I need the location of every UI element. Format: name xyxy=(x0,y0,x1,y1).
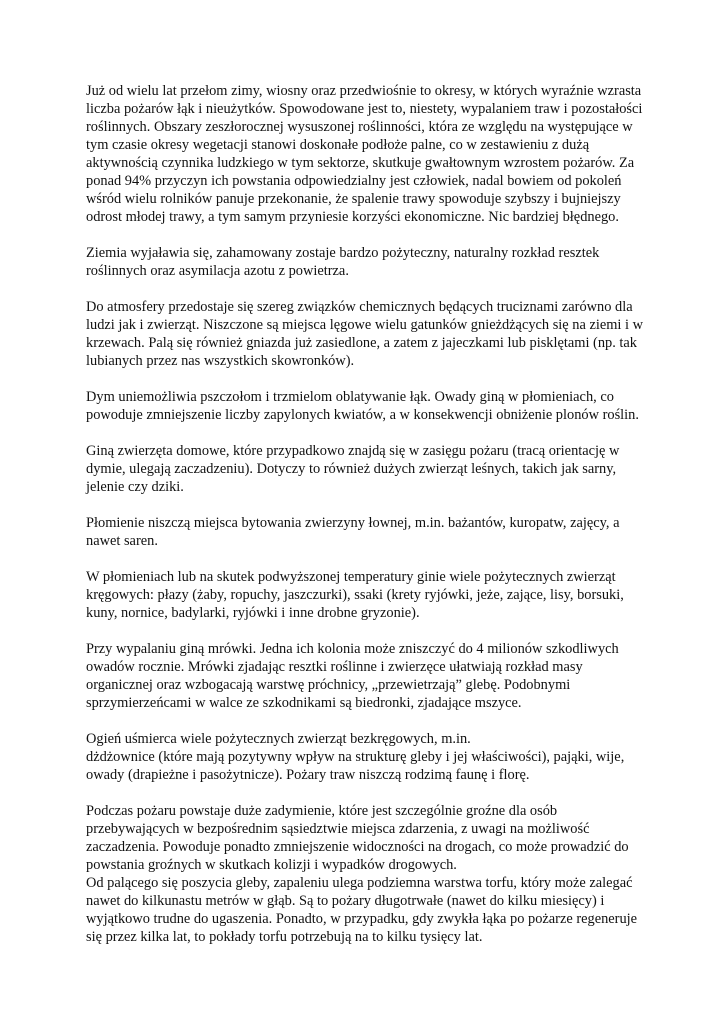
paragraph-invertebrates: dżdżownice (które mają pozytywny wpływ na strukturę gleby i jej właściwości), pająki, wije, owady (drapieżne i pasożytnicze). Pożary traw niszczą rodzimą faunę i florę. xyxy=(86,749,625,783)
paragraph-smoke-hazard: Podczas pożaru powstaje duże zadymienie, które jest szczególnie groźne dla osób przebywających w bezpośrednim sąsiedztwie miejsca zdarzenia, z uwagi na możliwość zaczadzenia. Powoduje ponadto zmniejszenie widoczności na drogach, co może prowadzić do powstania groźnych w skutkach kolizji i wypadków drogowych. xyxy=(86,803,629,873)
paragraph-atmosphere: Do atmosfery przedostaje się szereg związków chemicznych będących truciznami zarówno dla ludzi jak i zwierząt. Niszczone są miejsca lęgowe wielu gatunków gnieżdżących się na ziemi i w krzewach. Palą się również gniazda już zasiedlone, a zatem z jajeczkami lub pisklętami (np. tak lubianych przez nas wszystkich skowronków). xyxy=(86,299,644,369)
paragraph-game-animals: Płomienie niszczą miejsca bytowania zwierzyny łownej, m.in. bażantów, kuropatw, zajęcy, a nawet saren. xyxy=(86,515,620,549)
paragraph-invertebrates-intro: Ogień uśmierca wiele pożytecznych zwierząt bezkręgowych, m.in. xyxy=(86,731,471,747)
paragraph-intro: Już od wielu lat przełom zimy, wiosny oraz przedwiośnie to okresy, w których wyraźnie wzrasta liczba pożarów łąk i nieużytków. Spowodowane jest to, niestety, wypalaniem traw i pozostałości roślinnych. Obszary zeszłorocznej wysuszonej roślinności, która ze względu na występujące w tym czasie okresy wegetacji stanowi doskonałe podłoże palne, co w zestawieniu z dużą aktywnością czynnika ludzkiego w tym sektorze, skutkuje gwałtownym wzrostem pożarów. Za ponad 94% przyczyn ich powstania odpowiedzialny jest człowiek, nadal bowiem od pokoleń wśród wielu rolników panuje przekonanie, że spalenie trawy spowoduje szybszy i bujniejszy odrost młodej trawy, a tym samym przyniesie korzyści ekonomiczne. Nic bardziej błędnego. xyxy=(86,83,643,225)
document-page xyxy=(86,82,646,964)
paragraph-soil: Ziemia wyjaławia się, zahamowany zostaje bardzo pożyteczny, naturalny rozkład resztek roślinnych oraz asymilacja azotu z powietrza. xyxy=(86,245,600,279)
paragraph-domestic-animals: Giną zwierzęta domowe, które przypadkowo znajdą się w zasięgu pożaru (tracą orientację w dymie, ulegają zaczadzeniu). Dotyczy to również dużych zwierząt leśnych, takich jak sarny, jelenie czy dziki. xyxy=(86,443,620,495)
paragraph-smoke-bees: Dym uniemożliwia pszczołom i trzmielom oblatywanie łąk. Owady giną w płomieniach, co powoduje zmniejszenie liczby zapylonych kwiatów, a w konsekwencji obniżenie plonów roślin. xyxy=(86,389,639,423)
paragraph-ants: Przy wypalaniu giną mrówki. Jedna ich kolonia może zniszczyć do 4 milionów szkodliwych owadów rocznie. Mrówki zjadając resztki roślinne i zwierzęce ułatwiają rozkład masy organicznej oraz wzbogacają warstwę próchnicy, „przewietrzają” glebę. Podobnymi sprzymierzeńcami w walce ze szkodnikami są biedronki, zjadające mszyce. xyxy=(86,641,619,711)
paragraph-vertebrates: W płomieniach lub na skutek podwyższonej temperatury ginie wiele pożytecznych zwierząt kręgowych: płazy (żaby, ropuchy, jaszczurki), ssaki (krety ryjówki, jeże, zające, lisy, borsuki, kuny, nornice, badylarki, ryjówki i inne drobne gryzonie). xyxy=(86,569,624,621)
paragraph-peat-fires: Od palącego się poszycia gleby, zapaleniu ulega podziemna warstwa torfu, który może zalegać nawet do kilkunastu metrów w głąb. Są to pożary długotrwałe (nawet do kilku miesięcy) i wyjątkowo trudne do ugaszenia. Ponadto, w przypadku, gdy zwykła łąka po pożarze regeneruje się przez kilka lat, to pokłady torfu potrzebują na to kilku tysięcy lat. xyxy=(86,875,638,945)
